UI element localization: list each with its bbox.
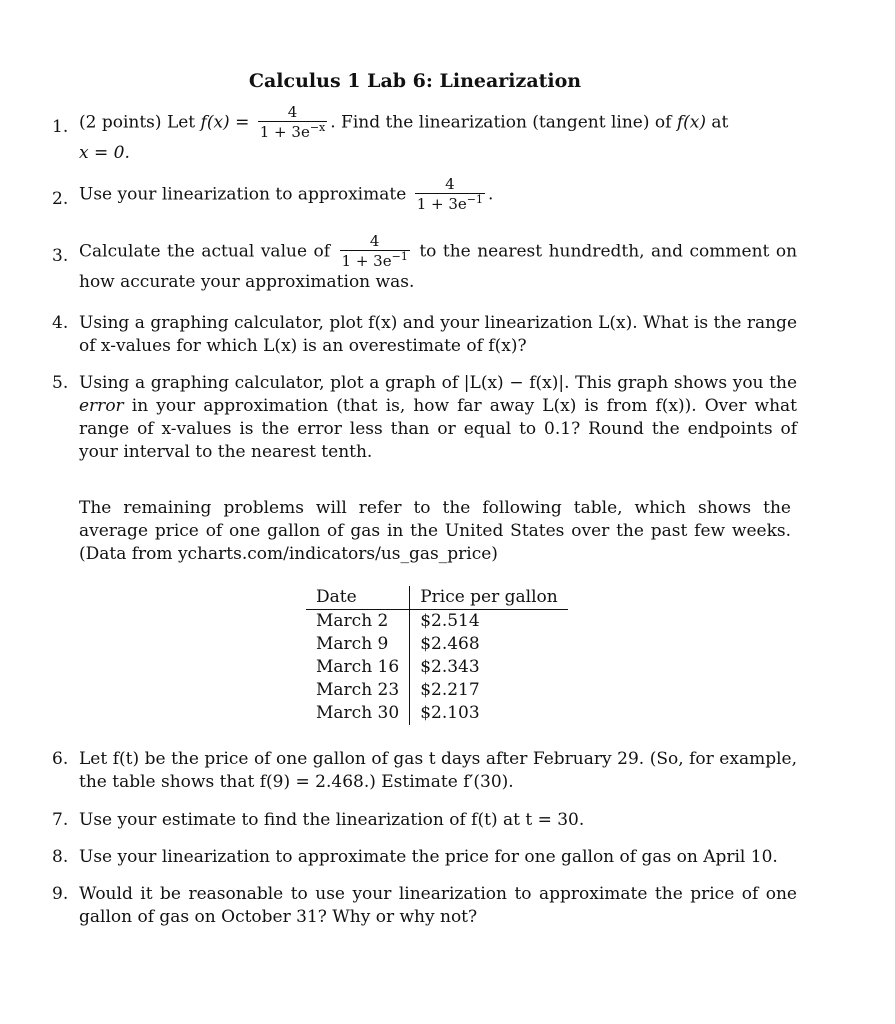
price-cell: $2.103 bbox=[420, 703, 480, 723]
table-row bbox=[306, 633, 568, 656]
date-cell: March 30 bbox=[306, 702, 410, 725]
date-cell: March 23 bbox=[306, 679, 410, 702]
problem-2: 2. Use your linearization to approximate $\frac{4}{1 + 3e^{-1}}$ . bbox=[52, 175, 494, 214]
column-header-date: Date bbox=[306, 586, 410, 610]
problem-number: 8. bbox=[52, 847, 69, 867]
table-row bbox=[306, 702, 568, 725]
problem-5: 5. Using a graphing calculator, plot a graph of |L(x) − f(x)|. This graph shows you the error in your approximation (that is, how far away L(x) is from f(x)). Over what range of x-values is the error less than or equal to 0.1? Round the endpoints of your interval to the nearest tenth. bbox=[52, 373, 798, 462]
table-row bbox=[306, 679, 568, 702]
problem-4: 4. Using a graphing calculator, plot f(x) and your linearization L(x). What is the range of x-values for which L(x) is an overestimate of f(x)? bbox=[52, 313, 797, 356]
table-row bbox=[306, 610, 568, 634]
problem-9: 9. Would it be reasonable to use your linearization to approximate the price of one gallon of gas on October 31? Why or why not? bbox=[52, 884, 797, 927]
date-cell: March 9 bbox=[306, 633, 410, 656]
problem-6: 6. Let f(t) be the price of one gallon of gas t days after February 29. (So, for example, the table shows that f(9) = 2.468.) Estimate f′(30). bbox=[52, 749, 797, 792]
problem-number: 7. bbox=[52, 810, 69, 830]
table-header-row bbox=[306, 586, 568, 610]
problem-8: 8. Use your linearization to approximate the price for one gallon of gas on April 10. bbox=[52, 847, 778, 867]
gas-price-table bbox=[306, 586, 568, 725]
price-cell: $2.468 bbox=[420, 634, 480, 654]
table-intro-paragraph: The remaining problems will refer to the following table, which shows the average price of one gallon of gas in the United States over the past few weeks. (Data from ycharts.com/indicators/us_gas_price) bbox=[79, 498, 791, 564]
fraction: $\frac{4}{1 + 3e^{-x}}$ bbox=[259, 103, 326, 142]
problem-number: 2. bbox=[52, 189, 69, 209]
problem-number: 1. bbox=[52, 117, 69, 137]
problem-1: 1. (2 points) Let f(x) = $\frac{4}{1 + 3e^{-x}}$ . Find the linearization (tangent line) of f(x) at x = 0. bbox=[52, 103, 729, 163]
problem-3: 3. Calculate the actual value of $\frac{4}{1 + 3e^{-1}}$ to the nearest hundredth, and comment on how accurate your approximation was. bbox=[52, 232, 798, 292]
price-cell: $2.514 bbox=[420, 611, 480, 631]
problem-7: 7. Use your estimate to find the linearization of f(t) at t = 30. bbox=[52, 810, 585, 830]
date-cell: March 2 bbox=[306, 610, 410, 634]
fraction: $\frac{4}{1 + 3e^{-1}}$ bbox=[341, 232, 408, 271]
problem-number: 3. bbox=[52, 246, 69, 266]
problem-number: 4. bbox=[52, 313, 69, 333]
page-title: Calculus 1 Lab 6: Linearization bbox=[248, 70, 582, 92]
problem-number: 9. bbox=[52, 884, 69, 904]
date-cell: March 16 bbox=[306, 656, 410, 679]
problem-number: 5. bbox=[52, 373, 69, 393]
price-cell: $2.217 bbox=[420, 680, 480, 700]
table-row bbox=[306, 656, 568, 679]
fraction: $\frac{4}{1 + 3e^{-1}}$ bbox=[416, 175, 483, 214]
price-cell: $2.343 bbox=[420, 657, 480, 677]
column-header-price: Price per gallon bbox=[410, 586, 568, 610]
problem-number: 6. bbox=[52, 749, 69, 769]
